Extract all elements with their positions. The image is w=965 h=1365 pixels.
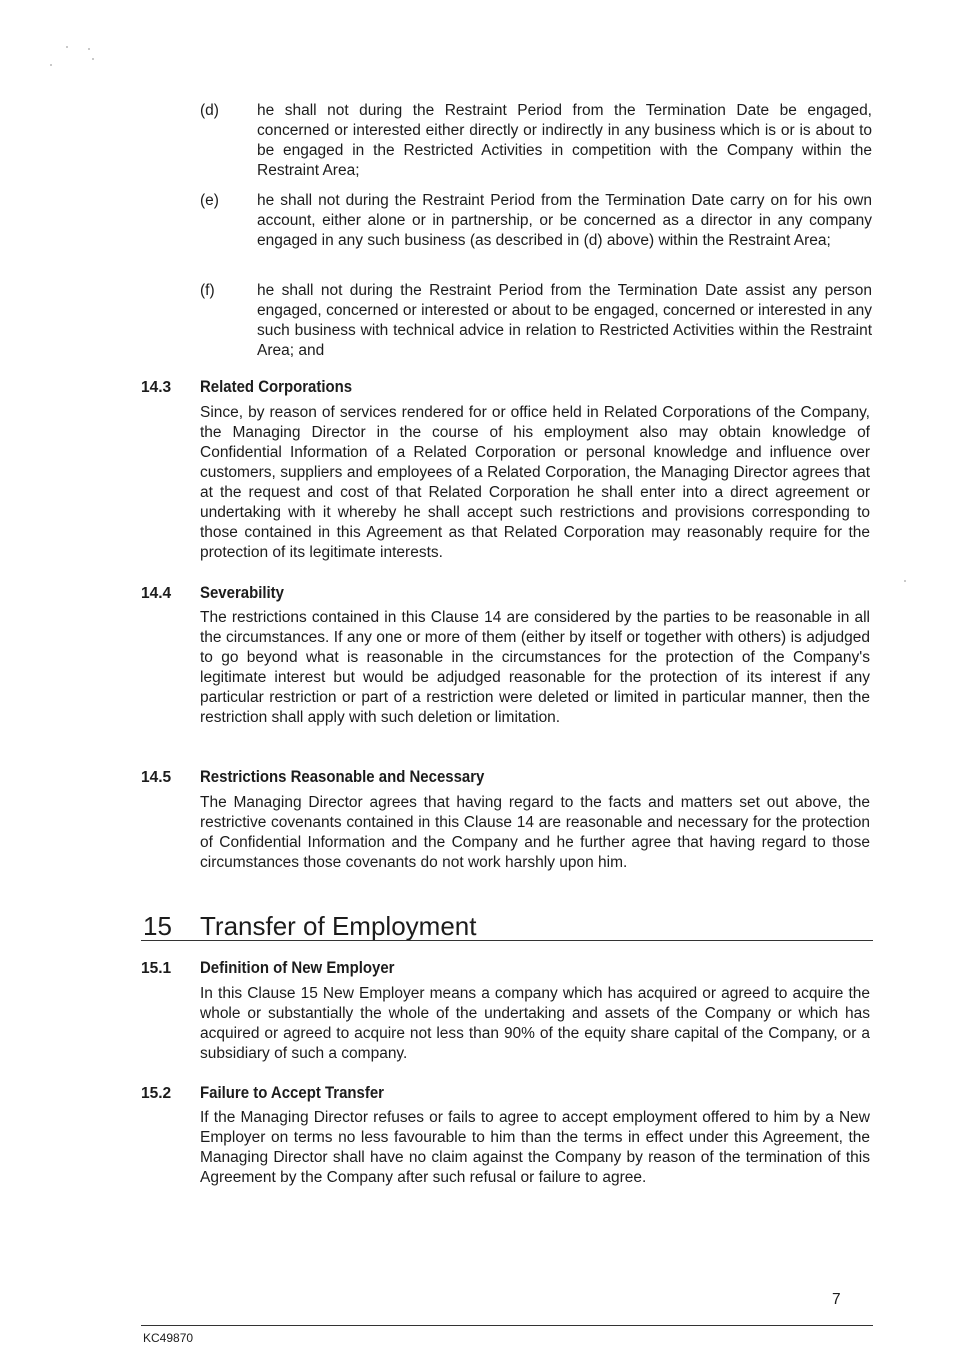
page-number: 7 xyxy=(832,1291,841,1308)
scan-speck xyxy=(50,64,52,66)
list-item-d xyxy=(200,101,872,181)
section-body: The restrictions contained in this Clause 14 are considered by the parties to be reasonable in all the circumstances. If any one or more of them (either by itself or together with others) is adjudged to go beyond what is reasonable in the circumstances for the protection of the Company's legitimate interest but would be adjudged reasonable for the protection of its interest if any particular restriction or part of a restriction were deleted or limited in particular manner, then the restriction shall apply with such deletion or limitation. xyxy=(200,609,870,726)
section-number: 15.1 xyxy=(141,960,172,977)
section-body: The Managing Director agrees that having regard to the facts and matters set out above, the restrictive covenants contained in this Clause 14 are reasonable and necessary for the protection of Confidential Information and the Company and he further agree that having regard to those circumstances those covenants do not work harshly upon him. xyxy=(200,794,870,871)
section-number: 14.3 xyxy=(141,379,172,396)
clause-divider xyxy=(141,940,873,941)
list-item-label: (e) xyxy=(200,192,219,209)
list-item-label: (d) xyxy=(200,102,219,119)
scan-speck xyxy=(904,580,906,582)
list-item-text: he shall not during the Restraint Period from the Termination Date assist any person engaged, concerned or interested or about to be engaged, concerned or interested in any such business with technical advice in relation to Restricted Activities within the Restraint Area; and xyxy=(257,282,872,359)
clause-number: 15 xyxy=(143,911,172,941)
section-body: Since, by reason of services rendered for or office held in Related Corporations of the Company, the Managing Director in the course of his employment also may obtain knowledge of Confidential Information of a Related Corporation or personal knowledge and influence over customers, suppliers and employees of a Related Corporation, the Managing Director agrees that at the request and cost of that Related Corporation he shall enter into a direct agreement or undertaking with it whereby he shall accept such restrictions and provisions corresponding to those contained in this Agreement as that Related Corporation may reasonably require for the protection of its legitimate interests. xyxy=(200,404,870,561)
section-heading: Failure to Accept Transfer xyxy=(200,1083,385,1102)
section-body: If the Managing Director refuses or fails to agree to accept employment offered to him by a New Employer on terms no less favourable to him than the terms in effect under this Agreement, the Managing Director shall have no claim against the Company by reason of the termination of this Agreement by the Company after such refusal or failure to agree. xyxy=(200,1109,870,1186)
section-heading: Restrictions Reasonable and Necessary xyxy=(200,767,485,786)
section-body: In this Clause 15 New Employer means a company which has acquired or agreed to acquire the whole or substantially the whole of the undertaking and assets of the Company or which has acquired or agreed to acquire not less than 90% of the equity share capital of the Company, or a subsidiary of such a company. xyxy=(200,985,870,1062)
scan-speck xyxy=(88,48,90,50)
list-item-text: he shall not during the Restraint Period from the Termination Date carry on for his own account, either alone or in partnership, or be concerned as a director in any company engaged in any such business (as described in (d) above) within the Restraint Area; xyxy=(257,192,872,249)
section-heading: Related Corporations xyxy=(200,377,353,396)
list-item-e xyxy=(200,191,872,271)
section-heading: Severability xyxy=(200,583,284,602)
document-reference: KC49870 xyxy=(143,1331,194,1345)
clause-title: Transfer of Employment xyxy=(200,911,477,941)
footer-divider xyxy=(141,1325,873,1326)
scan-speck xyxy=(92,58,94,60)
list-item-label: (f) xyxy=(200,282,215,299)
section-number: 14.5 xyxy=(141,769,172,786)
section-heading: Definition of New Employer xyxy=(200,958,395,977)
section-number: 15.2 xyxy=(141,1085,172,1102)
scan-speck xyxy=(66,46,68,48)
list-item-f xyxy=(200,281,872,361)
list-item-text: he shall not during the Restraint Period from the Termination Date be engaged, concerned or interested either directly or indirectly in any business which is or is about to be engaged in the Restricted Activities in competition with the Company within the Restraint Area; xyxy=(257,102,872,179)
section-number: 14.4 xyxy=(141,585,172,602)
